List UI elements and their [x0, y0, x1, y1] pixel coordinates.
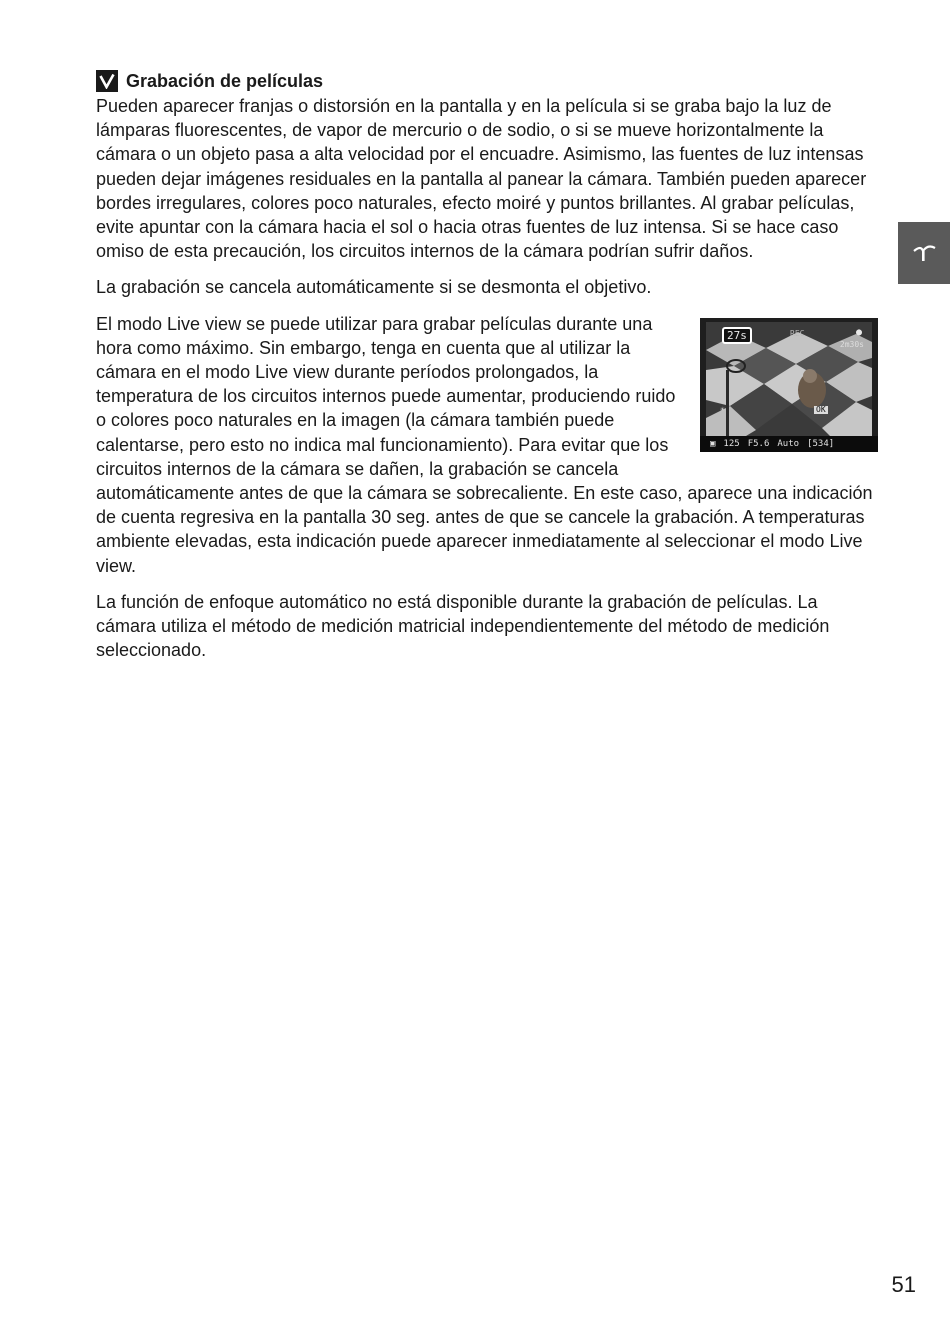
live-view-tab-icon — [911, 242, 937, 264]
section-tab — [898, 222, 950, 284]
shutter-speed: 125 — [723, 438, 740, 449]
checkerboard-scene — [706, 322, 872, 436]
remaining-time: 2m30s — [839, 339, 864, 349]
countdown-timer: 27s — [722, 327, 752, 344]
paragraph-lens-removal: La grabación se cancela automáticamente si se desmonta el objetivo. — [96, 277, 652, 298]
note-title: Grabación de películas — [126, 70, 324, 91]
metering-icon: ▣ — [710, 438, 716, 449]
microphone-icon: ● — [855, 326, 862, 338]
white-balance-icon: ☀ — [720, 404, 725, 414]
rec-indicator: REC — [790, 328, 805, 338]
note-heading — [96, 70, 880, 92]
paragraph-distortion: Pueden aparecer franjas o distorsión en la pantalla y en la película si se graba bajo la luz de lámparas fluorescentes, de vapor de mercurio o de sodio, o si se mueve horizontalmente la cámara o un objeto pasa a alta velocidad por el encuadre. Asimismo, las fuentes de luz intensas pueden dejar imágenes residuales en la pantalla al panear la cámara. También pueden aparecer bordes irregulares, colores poco naturales, efecto moiré y puntos brillantes. Al grabar películas, evite apuntar con la cámara hacia el sol o hacia otras fuentes de luz intensa. Si se hace caso omiso de esta precaución, los circuitos internos de la cámara podrían sufrir daños. — [96, 96, 867, 262]
aperture-value: F5.6 — [747, 438, 770, 449]
iso-mode: Auto — [777, 438, 800, 449]
screen-status-bar — [700, 436, 878, 452]
paragraph-live-view-duration: El modo Live view se puede utilizar para grabar películas durante una hora como máximo. Sin embargo, tenga en cuenta que al utilizar la cámara en el modo Live view durante períodos prolongados, la temperatura de los circuitos internos puede aumentar, produciendo ruido o colores poco naturales en la imagen (la cámara también puede calentarse, pero esto no indica mal funcionamiento). Para evitar que los circuitos internos de la cámara se dañen, la grabación se cancela automáticamente antes de que la cámara se sobrecaliente. En este caso, aparece una indicación de cuenta regresiva en la pantalla 30 seg. antes de que se cancele la grabación. A temperaturas ambiente elevadas, esta indicación puede aparecer inmediatamente al seleccionar el modo Live view. — [96, 313, 873, 576]
live-view-screen-illustration — [700, 318, 878, 452]
caution-note — [96, 70, 880, 674]
ok-indicator: OK — [816, 404, 826, 414]
frames-remaining: [534] — [807, 438, 835, 449]
checkmark-caution-icon — [96, 70, 118, 92]
paragraph-autofocus: La función de enfoque automático no está disponible durante la grabación de películas. La cámara utiliza el método de medición matricial independientemente del método de medición seleccionado. — [96, 591, 830, 661]
page-number: 51 — [891, 1272, 916, 1297]
